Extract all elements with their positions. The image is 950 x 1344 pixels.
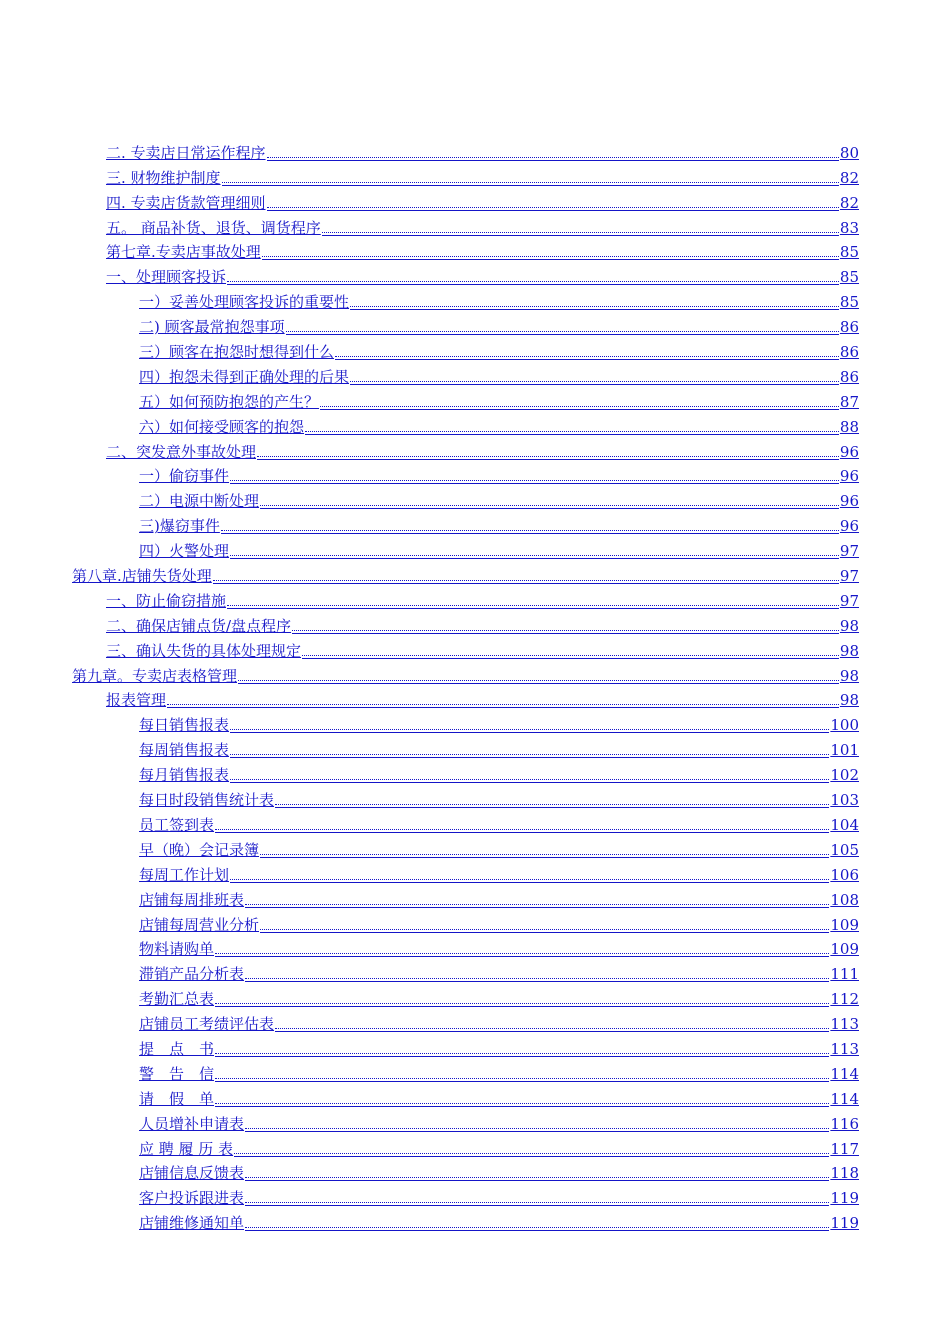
toc-dot-leader — [230, 754, 829, 755]
toc-entry-page-number[interactable]: 86 — [839, 318, 859, 337]
toc-entry-title[interactable]: 一）妥善处理顾客投诉的重要性 — [139, 293, 350, 312]
toc-entry[interactable] — [72, 635, 859, 660]
toc-entry-page-number[interactable]: 114 — [830, 1064, 859, 1083]
toc-entry-title[interactable]: 早（晚）会记录簿 — [139, 840, 260, 859]
toc-dot-leader — [305, 431, 839, 432]
toc-dot-leader — [260, 505, 839, 506]
toc-entry-page-number[interactable]: 80 — [839, 143, 859, 162]
toc-entry-title[interactable]: 五。 商品补货、退货、调货程序 — [106, 218, 321, 237]
toc-entry[interactable] — [72, 784, 859, 809]
toc-entry-page-number[interactable]: 108 — [830, 890, 859, 909]
toc-dot-leader — [335, 356, 839, 357]
toc-entry[interactable] — [72, 709, 859, 734]
toc-entry-title[interactable]: 店铺每周营业分析 — [139, 915, 260, 934]
toc-entry-page-number[interactable]: 112 — [830, 990, 859, 1009]
toc-entry-page-number[interactable]: 106 — [830, 865, 859, 884]
toc-entry-title[interactable]: 每日时段销售统计表 — [139, 791, 275, 810]
toc-entry[interactable] — [72, 461, 859, 486]
toc-dot-leader — [215, 1078, 829, 1079]
toc-dot-leader — [215, 829, 829, 830]
toc-dot-leader — [234, 1153, 829, 1154]
toc-entry-page-number[interactable]: 103 — [830, 791, 859, 810]
toc-entry[interactable] — [72, 485, 859, 510]
toc-entry-page-number[interactable]: 96 — [839, 517, 859, 536]
toc-dot-leader — [245, 1202, 829, 1203]
toc-dot-leader — [245, 1227, 829, 1228]
toc-entry[interactable] — [72, 1008, 859, 1033]
toc-entry-title[interactable]: 每日销售报表 — [139, 716, 230, 735]
toc-entry-page-number[interactable]: 119 — [830, 1189, 859, 1208]
toc-entry-title[interactable]: 人员增补申请表 — [139, 1114, 245, 1133]
toc-entry-page-number[interactable]: 98 — [839, 691, 859, 710]
toc-dot-leader — [230, 879, 829, 880]
toc-entry[interactable] — [72, 261, 859, 286]
toc-entry[interactable] — [72, 1108, 859, 1133]
toc-entry[interactable] — [72, 286, 859, 311]
toc-entry[interactable] — [72, 1158, 859, 1183]
toc-dot-leader — [215, 953, 829, 954]
toc-dot-leader — [230, 779, 829, 780]
toc-entry[interactable] — [72, 834, 859, 859]
toc-dot-leader — [227, 605, 839, 606]
toc-entry-title[interactable]: 请 假 单 — [139, 1089, 215, 1108]
toc-entry-page-number[interactable]: 105 — [830, 840, 859, 859]
toc-entry-page-number[interactable]: 101 — [830, 741, 859, 760]
toc-entry-page-number[interactable]: 97 — [839, 567, 859, 586]
toc-entry-title[interactable]: 四）火警处理 — [139, 542, 230, 561]
toc-dot-leader — [267, 207, 839, 208]
toc-entry-title[interactable]: 三)爆窃事件 — [139, 517, 220, 536]
toc-entry[interactable] — [72, 958, 859, 983]
toc-entry-page-number[interactable]: 86 — [839, 367, 859, 386]
toc-entry-title[interactable]: 一、防止偷窃措施 — [106, 591, 227, 610]
toc-dot-leader — [245, 1128, 829, 1129]
toc-entry[interactable] — [72, 336, 859, 361]
toc-entry-title[interactable]: 第七章.专卖店事故处理 — [106, 243, 261, 262]
toc-entry-page-number[interactable]: 82 — [839, 168, 859, 187]
toc-entry-title[interactable]: 三. 财物维护制度 — [106, 168, 221, 187]
toc-dot-leader — [245, 1177, 829, 1178]
toc-entry-page-number[interactable]: 111 — [830, 965, 859, 984]
toc-entry[interactable] — [72, 585, 859, 610]
toc-entry-title[interactable]: 每周销售报表 — [139, 741, 230, 760]
toc-entry[interactable] — [72, 1058, 859, 1083]
toc-entry[interactable] — [72, 1033, 859, 1058]
toc-entry-title[interactable]: 应 聘 履 历 表 — [139, 1139, 234, 1158]
toc-entry[interactable] — [72, 212, 859, 237]
toc-entry-page-number[interactable]: 117 — [830, 1139, 859, 1158]
toc-entry-title[interactable]: 一）偷窃事件 — [139, 467, 230, 486]
toc-dot-leader — [350, 381, 839, 382]
toc-entry[interactable] — [72, 685, 859, 710]
toc-entry[interactable] — [72, 1182, 859, 1207]
toc-entry-page-number[interactable]: 109 — [830, 915, 859, 934]
toc-entry-title[interactable]: 二) 顾客最常抱怨事项 — [139, 318, 285, 337]
table-of-contents — [72, 137, 859, 1232]
toc-entry-title[interactable]: 提 点 书 — [139, 1039, 215, 1058]
toc-dot-leader — [230, 480, 839, 481]
toc-dot-leader — [275, 804, 829, 805]
toc-entry-title[interactable]: 考勤汇总表 — [139, 990, 215, 1009]
toc-entry-page-number[interactable]: 114 — [830, 1089, 859, 1108]
toc-dot-leader — [230, 729, 829, 730]
toc-entry-title[interactable]: 五）如何预防抱怨的产生？ — [139, 392, 320, 411]
toc-entry-title[interactable]: 第九章。专卖店表格管理 — [72, 666, 238, 685]
toc-entry-title[interactable]: 客户投诉跟进表 — [139, 1189, 245, 1208]
toc-entry-page-number[interactable]: 96 — [839, 492, 859, 511]
toc-entry-title[interactable]: 二. 专卖店日常运作程序 — [106, 143, 266, 162]
toc-entry-page-number[interactable]: 118 — [830, 1164, 859, 1183]
toc-dot-leader — [262, 256, 839, 257]
toc-entry[interactable] — [72, 1133, 859, 1158]
toc-entry-page-number[interactable]: 113 — [830, 1015, 859, 1034]
toc-entry-title[interactable]: 二）电源中断处理 — [139, 492, 260, 511]
toc-entry-title[interactable]: 每周工作计划 — [139, 865, 230, 884]
toc-dot-leader — [257, 456, 839, 457]
toc-entry[interactable] — [72, 759, 859, 784]
toc-entry-title[interactable]: 物料请购单 — [139, 940, 215, 959]
toc-entry-title[interactable]: 三、确认失货的具体处理规定 — [106, 641, 302, 660]
toc-entry[interactable] — [72, 859, 859, 884]
toc-entry-page-number[interactable]: 98 — [839, 666, 859, 685]
toc-dot-leader — [221, 530, 839, 531]
toc-dot-leader — [215, 1053, 829, 1054]
toc-entry[interactable] — [72, 187, 859, 212]
toc-dot-leader — [245, 978, 829, 979]
toc-entry[interactable] — [72, 1083, 859, 1108]
toc-entry[interactable] — [72, 734, 859, 759]
toc-dot-leader — [222, 182, 839, 183]
toc-dot-leader — [275, 1028, 829, 1029]
toc-entry[interactable] — [72, 311, 859, 336]
toc-entry-page-number[interactable]: 83 — [839, 218, 859, 237]
toc-entry-title[interactable]: 三）顾客在抱怨时想得到什么 — [139, 343, 335, 362]
toc-entry-page-number[interactable]: 85 — [839, 243, 859, 262]
toc-entry-title[interactable]: 二、突发意外事故处理 — [106, 442, 257, 461]
toc-dot-leader — [213, 580, 839, 581]
toc-entry[interactable] — [72, 884, 859, 909]
toc-entry-page-number[interactable]: 96 — [839, 467, 859, 486]
toc-entry[interactable] — [72, 983, 859, 1008]
toc-entry[interactable] — [72, 610, 859, 635]
toc-entry[interactable] — [72, 237, 859, 262]
toc-entry-title[interactable]: 每月销售报表 — [139, 766, 230, 785]
toc-entry-title[interactable]: 二、确保店铺点货/盘点程序 — [106, 616, 292, 635]
toc-entry[interactable] — [72, 909, 859, 934]
toc-dot-leader — [286, 331, 839, 332]
toc-dot-leader — [302, 655, 839, 656]
toc-dot-leader — [245, 904, 829, 905]
toc-entry-title[interactable]: 员工签到表 — [139, 815, 215, 834]
toc-dot-leader — [238, 680, 839, 681]
toc-entry-title[interactable]: 店铺每周排班表 — [139, 890, 245, 909]
toc-dot-leader — [260, 929, 829, 930]
toc-entry-page-number[interactable]: 97 — [839, 542, 859, 561]
toc-entry-page-number[interactable]: 113 — [830, 1039, 859, 1058]
toc-entry-title[interactable]: 四）抱怨未得到正确处理的后果 — [139, 367, 350, 386]
toc-dot-leader — [227, 281, 839, 282]
toc-entry-page-number[interactable]: 119 — [830, 1214, 859, 1233]
toc-entry-page-number[interactable]: 86 — [839, 343, 859, 362]
toc-entry-title[interactable]: 一、处理顾客投诉 — [106, 268, 227, 287]
toc-entry-title[interactable]: 第八章.店铺失货处理 — [72, 567, 212, 586]
toc-dot-leader — [215, 1003, 829, 1004]
toc-entry[interactable] — [72, 560, 859, 585]
toc-dot-leader — [230, 555, 839, 556]
toc-entry-title[interactable]: 警 告 信 — [139, 1064, 215, 1083]
toc-entry-page-number[interactable]: 109 — [830, 940, 859, 959]
toc-entry[interactable] — [72, 361, 859, 386]
toc-entry-title[interactable]: 六）如何接受顾客的抱怨 — [139, 417, 305, 436]
toc-entry-title[interactable]: 滞销产品分析表 — [139, 965, 245, 984]
toc-dot-leader — [215, 1103, 829, 1104]
toc-entry-page-number[interactable]: 102 — [830, 766, 859, 785]
toc-entry[interactable] — [72, 137, 859, 162]
toc-entry[interactable] — [72, 162, 859, 187]
toc-entry-page-number[interactable]: 96 — [839, 442, 859, 461]
toc-entry-page-number[interactable]: 82 — [839, 193, 859, 212]
toc-entry[interactable] — [72, 436, 859, 461]
toc-dot-leader — [267, 157, 839, 158]
toc-dot-leader — [167, 704, 839, 705]
toc-entry-page-number[interactable]: 87 — [839, 392, 859, 411]
toc-entry-page-number[interactable]: 98 — [839, 641, 859, 660]
toc-entry[interactable] — [72, 1207, 859, 1232]
toc-entry-page-number[interactable]: 116 — [830, 1114, 859, 1133]
toc-dot-leader — [322, 232, 839, 233]
toc-entry-title[interactable]: 四. 专卖店货款管理细则 — [106, 193, 266, 212]
toc-entry-page-number[interactable]: 85 — [839, 268, 859, 287]
toc-entry[interactable] — [72, 660, 859, 685]
toc-entry-title[interactable]: 报表管理 — [106, 691, 167, 710]
toc-dot-leader — [260, 854, 829, 855]
toc-dot-leader — [292, 630, 839, 631]
toc-entry-page-number[interactable]: 100 — [830, 716, 859, 735]
toc-dot-leader — [350, 306, 839, 307]
toc-entry[interactable] — [72, 809, 859, 834]
toc-entry[interactable] — [72, 510, 859, 535]
toc-entry[interactable] — [72, 386, 859, 411]
toc-entry-page-number[interactable]: 98 — [839, 616, 859, 635]
toc-entry-page-number[interactable]: 97 — [839, 591, 859, 610]
toc-dot-leader — [320, 406, 839, 407]
toc-entry-page-number[interactable]: 104 — [830, 815, 859, 834]
toc-entry[interactable] — [72, 934, 859, 959]
toc-entry-title[interactable]: 店铺信息反馈表 — [139, 1164, 245, 1183]
toc-entry-title[interactable]: 店铺维修通知单 — [139, 1214, 245, 1233]
toc-entry-title[interactable]: 店铺员工考绩评估表 — [139, 1015, 275, 1034]
toc-entry-page-number[interactable]: 85 — [839, 293, 859, 312]
toc-entry[interactable] — [72, 411, 859, 436]
toc-entry[interactable] — [72, 535, 859, 560]
toc-entry-page-number[interactable]: 88 — [839, 417, 859, 436]
